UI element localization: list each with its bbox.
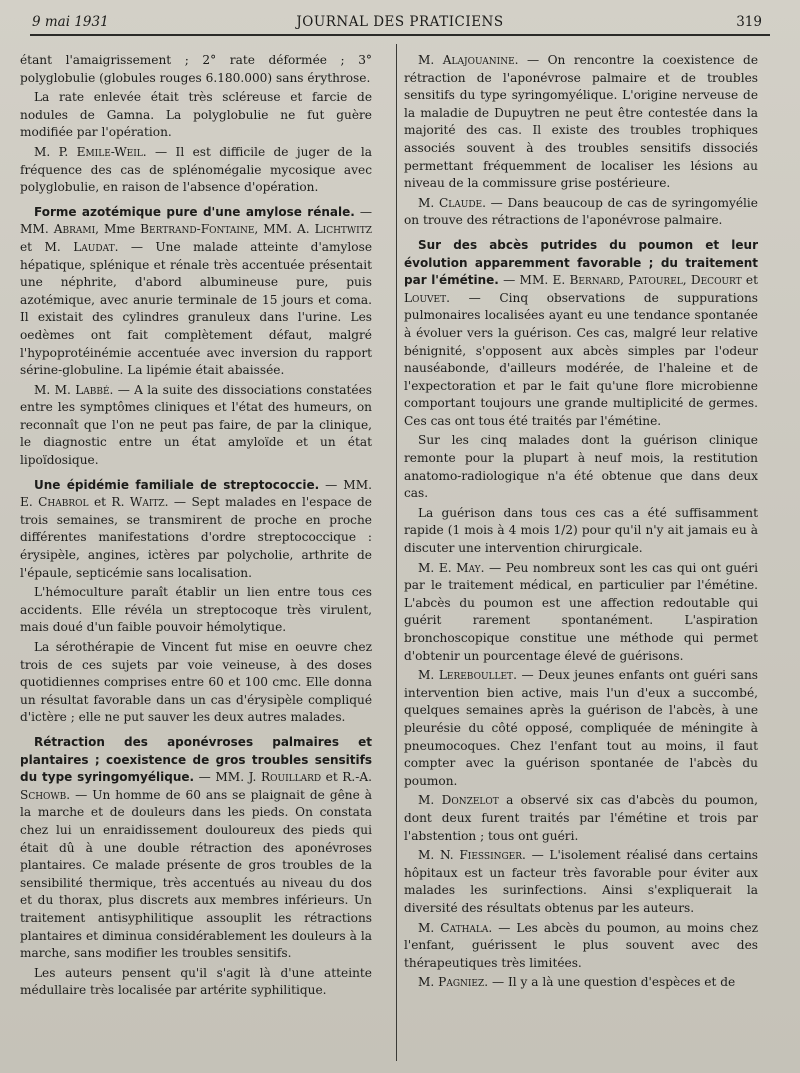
speaker: M. Cathala. [418,920,493,935]
speaker: M. Alajouanine. [418,53,519,67]
header-rule [30,34,770,36]
discussion-paragraph: M. P. Emile-Weil. — Il est difficile de juger de la fréquence des cas de splénomégalie mycosique avec polyglobulie, en raison de l'absence d'opération. [20,144,372,195]
discussion-paragraph: M. Alajouanine. — On rencontre la coexistence de rétraction de l'aponévrose palmaire et de troubles sensitifs du type syringomyélique. L'origine nerveuse de la maladie de Dupuytren ne peut être contestée dans la majorité des cas. Il existe des troubles trophiques associés souvent à des troubles sensitifs dissociés permettant fréquemment de localiser les lésions au niveau de la commissure grise postérieure. [404,53,759,191]
paragraph: La sérothérapie de Vincent fut mise en oeuvre chez trois de ces sujets par voie veineuse, à des doses quotidiennes comprises entre 60 et 100 cmc. Elle donna un résultat favorable dans un cas d'érysipèle compliqué d'ictère ; elle ne put sauver les deux autres malades. [20,640,372,725]
discussion-paragraph: M. Lereboullet. — Deux jeunes enfants ont guéri sans intervention bien active, mais l'un d'eux a succombé, quelques semaines après la guérison de l'abcès, à une pleurésie du côté opposé, compliquée de méningite à pneumocoques. Chez l'enfant tout au moins, il faut compter avec la guérison spontanée de l'abcès du poumon. [404,668,758,788]
paragraph: L'hémoculture paraît établir un lien entre tous ces accidents. Elle révéla un streptocoque très virulent, mais doué d'un faible pouvoir hémolytique. [20,585,372,635]
discussion-paragraph: M. Donzelot a observé six cas d'abcès du poumon, dont deux furent traités par l'émétine et trois par l'abstention ; tous ont guéri. [404,793,758,843]
speaker: M. N. Fiessinger. [418,848,526,863]
page-number: 319 [736,14,762,30]
discussion-paragraph: M. Pagniez. — Il y a là une question d'espèces et de [418,975,736,990]
journal-title: JOURNAL DES PRATICIENS [296,14,504,30]
speaker: M. Claude. [418,195,486,210]
speaker: M. E. May. [418,560,485,575]
speaker: M. Donzelot [418,793,499,808]
section-retraction: Rétraction des aponévroses palmaires et plantaires ; coexistence de gros troubles sensitifs du type syringomyélique. — MM. J. Rouillard et R.-A. Schowb. — Un homme de 60 ans se plaignait de gêne à la marche et de douleurs dans les pieds. On constata chez lui un enraidissement douloureux des pieds qui était dû à une double rétraction des aponévroses plantaires. Ce malade présente de gros troubles de la sensibilité thermique, très accentués au niveau du dos et du thorax, plus discrets aux membres inférieurs. Un traitement antisyphilitique assouplit les rétractions plantaires et diminua considérablement les douleurs à la marche, sans modifier les troubles sensitifs. [20,734,372,961]
paragraph: La rate enlevée était très scléreuse et farcie de nodules de Gamna. La polyglobulie ne fut guère modifiée par l'opération. [20,90,372,140]
section-title: Rétraction des aponévroses palmaires et plantaires ; coexistence de gros troubles sensitifs du type syringomyélique. [20,734,372,785]
section-title: Forme azotémique pure d'une amylose rénale. [34,204,355,219]
paragraph: Les auteurs pensent qu'il s'agit là d'une atteinte médullaire très localisée par artérite syphilitique. [20,965,372,998]
paragraph: La guérison dans tous ces cas a été suffisamment rapide (1 mois à 4 mois 1/2) pour qu'il n'y ait jamais eu à discuter une intervention chirurgicale. [404,505,758,556]
speaker: M. Pagniez. [418,975,489,990]
discussion-paragraph: M. E. May. — Peu nombreux sont les cas qui ont guéri par le traitement médical, en particulier par l'émétine. L'abcès du poumon est une affection redoutable qui guérit rarement spontanément. L'aspiration bronchoscopique constitue une méthode qui permet d'obtenir un pourcentage élevé de guérisons. [404,560,758,663]
paragraph: Sur les cinq malades dont la guérison clinique remonte pour la plupart à neuf mois, la restitution anatomo-radiologique n'a été obtenue que dans deux cas. [404,433,758,501]
section-title: Une épidémie familiale de streptococcie. [34,477,320,492]
section-amylose: Forme azotémique pure d'une amylose rénale. — MM. Abrami, Mme Bertrand-Fontaine, MM. A. Lichtwitz et M. Laudat. — Une malade atteinte d'amylose hépatique, splénique et rénale très accentuée présentait une néphrite, d'abord albumineuse pure, puis azotémique, avec anurie terminale de 15 jours et coma. Il existait des cylindres granuleux dans l'urine. Les oedèmes ont fait complètement défaut, malgré l'hypoprotéinémie accentuée avec inversion du rapport sérine-globuline. La lipémie était abaissée. [20,204,373,378]
header-date: 9 mai 1931 [32,14,109,30]
speaker: M. M. Labbé. [34,382,114,397]
discussion-paragraph: M. Cathala. — Les abcès du poumon, au moins chez l'enfant, guérissent le plus souvent avec des thérapeutiques très limitées. [404,920,758,970]
section-streptococcie: Une épidémie familiale de streptococcie. — MM. E. Chabrol et R. Waitz. — Sept malades en l'espace de trois semaines, se transmirent de proche en proche différentes manifestations d'ordre streptococcique : érysipèle, angines, ictères par polycholie, arthrite de l'épaule, septicémie sans localisation. [20,477,372,580]
speaker: M. Lereboullet. [418,668,517,683]
discussion-paragraph: M. N. Fiessinger. — L'isolement réalisé dans certains hôpitaux est un facteur très favorable pour éviter aux malades les surinfections. Ainsi s'expliquerait la diversité des résultats obtenus par les auteurs. [404,848,758,915]
paragraph: étant l'amaigrissement ; 2° rate déformée ; 3° polyglobulie (globules rouges 6.180.000) sans érythrose. [20,53,372,85]
right-column [404,52,758,994]
column-separator [396,44,397,1061]
section-abces: Sur des abcès putrides du poumon et leur évolution apparemment favorable ; du traitement par l'émétine. — MM. E. Bernard, Patourel, Decourt et Louvet. — Cinq observations de suppurations pulmonaires localisées ayant eu une tendance spontanée à évoluer vers la guérison. Ces cas, malgré leur relative bénignité, s'opposent aux abcès simples par l'odeur nauséabonde, d'ailleurs modérée, de l'haleine et de l'expectoration et par le fait qu'une flore microbienne comportant toujours une grande multiplicité de germes. Ces cas ont tous été traités par l'émétine. [404,237,758,428]
discussion-paragraph: M. M. Labbé. — A la suite des dissociations constatées entre les symptômes cliniques et l'état des humeurs, on reconnaît que l'on ne peut pas faire, de par la clinique, le diagnostic entre un état amyloïde et un état lipoïdosique. [20,382,372,468]
discussion-paragraph: M. Claude. — Dans beaucoup de cas de syringomyélie on trouve des rétractions de l'aponévrose palmaire. [404,195,758,228]
speaker: M. P. Emile-Weil. [34,144,147,159]
section-title: Sur des abcès putrides du poumon et leur évolution apparemment favorable ; du traitement par l'émétine. [404,237,758,288]
left-column [20,52,372,1002]
